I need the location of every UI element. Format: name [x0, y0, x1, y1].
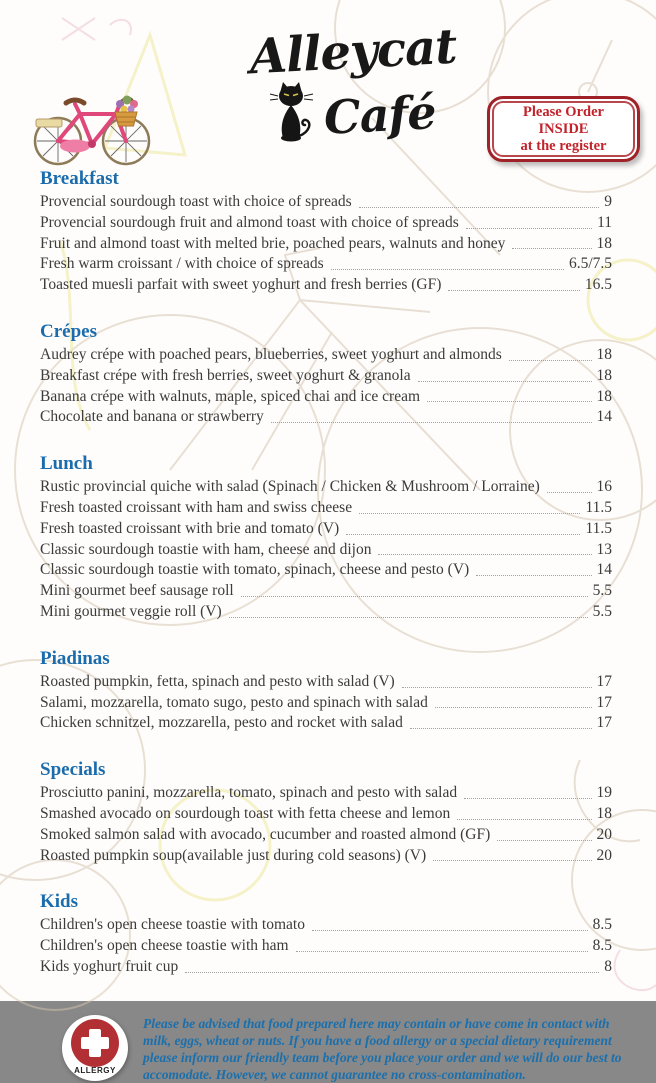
order-badge-line2: INSIDE [538, 120, 589, 137]
menu-item-row [40, 957, 612, 978]
menu-section [40, 321, 612, 428]
menu-item-name: Classic sourdough toastie with ham, cheese and dijon [40, 540, 372, 558]
dotted-leader [312, 930, 588, 931]
dotted-leader [346, 534, 580, 535]
menu-item-price: 18 [596, 366, 612, 384]
black-cat-icon [270, 80, 314, 142]
dotted-leader [466, 228, 592, 229]
dotted-leader [410, 728, 592, 729]
menu-item-price: 11.5 [585, 519, 612, 537]
chain-guard [60, 140, 90, 153]
menu-item-price: 6.5/7.5 [568, 255, 612, 273]
menu-item-name: Fresh toasted croissant with ham and swiss cheese [40, 498, 353, 516]
dotted-leader [271, 422, 592, 423]
menu-item-row [40, 783, 612, 804]
menu-item-name: Roasted pumpkin soup(available just during cold seasons) (V) [40, 846, 427, 864]
menu-item-name: Roasted pumpkin, fetta, spinach and pesto with salad (V) [40, 672, 395, 690]
menu-item-price: 17 [596, 693, 612, 711]
dotted-leader [547, 492, 592, 493]
menu-item-name: Fresh warm croissant / with choice of spreads [40, 255, 324, 273]
menu-item-name: Fruit and almond toast with melted brie, poached pears, walnuts and honey [40, 234, 506, 252]
menu-item-name: Kids yoghurt fruit cup [40, 957, 179, 975]
menu-item-price: 17 [596, 672, 612, 690]
menu-item-row [40, 192, 612, 213]
allergy-cross-icon [71, 1019, 119, 1067]
menu-item-row [40, 713, 612, 734]
menu-item-row [40, 254, 612, 275]
menu-item-row [40, 519, 612, 540]
menu-item-name: Banana crépe with walnuts, maple, spiced chai and ice cream [40, 387, 421, 405]
menu-item-row [40, 672, 612, 693]
menu-item-price: 5.5 [592, 582, 612, 600]
menu-item-price: 11 [597, 213, 612, 231]
section-title: Specials [40, 759, 106, 781]
dotted-leader [296, 951, 588, 952]
menu-item-price: 20 [596, 825, 612, 843]
rear-rack [36, 119, 62, 127]
menu-item-row [40, 693, 612, 714]
menu-sections [0, 168, 656, 978]
menu-item-name: Mini gourmet veggie roll (V) [40, 602, 222, 620]
menu-item-name: Fresh toasted croissant with brie and tomato (V) [40, 519, 340, 537]
menu-item-price: 13 [596, 540, 612, 558]
menu-item-name: Children's open cheese toastie with tomato [40, 916, 305, 934]
menu-item-row [40, 936, 612, 957]
footer [0, 1003, 656, 1083]
dotted-leader [435, 707, 592, 708]
menu-item-row [40, 804, 612, 825]
menu-item-row [40, 581, 612, 602]
logo [208, 18, 498, 145]
menu-item-row [40, 213, 612, 234]
menu-item-name: Salami, mozzarella, tomato sugo, pesto and spinach with salad [40, 693, 428, 711]
menu-item-name: Chocolate and banana or strawberry [40, 408, 264, 426]
dotted-leader [185, 972, 599, 973]
dotted-leader [509, 360, 592, 361]
menu-item-row [40, 366, 612, 387]
logo-text-alleycat: Alleycat [248, 18, 458, 86]
menu-item-price: 8.5 [592, 916, 612, 934]
menu-item-price: 14 [596, 408, 612, 426]
menu-item-name: Prosciutto panini, mozzarella, tomato, spinach and pesto with salad [40, 784, 458, 802]
logo-text-cafe: Café [322, 85, 438, 145]
dotted-leader [427, 401, 591, 402]
bicycle-image [28, 84, 156, 169]
menu-item-name: Children's open cheese toastie with ham [40, 937, 289, 955]
dotted-leader [464, 798, 591, 799]
section-title: Kids [40, 891, 79, 913]
menu-item-name: Provencial sourdough toast with choice of spreads [40, 193, 352, 210]
menu-item-name: Breakfast crépe with fresh berries, sweet yoghurt & granola [40, 366, 411, 384]
order-badge-line3: at the register [520, 137, 607, 154]
dotted-leader [497, 840, 591, 841]
menu-item-row [40, 540, 612, 561]
dotted-leader [331, 269, 564, 270]
menu-section [40, 168, 612, 296]
menu-item-price: 14 [596, 561, 612, 579]
menu-section [40, 759, 612, 866]
menu-item-row [40, 387, 612, 408]
dotted-leader [448, 290, 580, 291]
menu-item-price: 16.5 [584, 276, 612, 294]
dotted-leader [359, 207, 600, 208]
section-title: Lunch [40, 453, 93, 475]
menu-item-row [40, 560, 612, 581]
menu-item-row [40, 498, 612, 519]
dotted-leader [241, 596, 588, 597]
menu-item-price: 16 [596, 478, 612, 496]
menu-item-price: 18 [596, 804, 612, 822]
allergy-icon [62, 1015, 128, 1081]
menu-item-name: Provencial sourdough fruit and almond toast with choice of spreads [40, 213, 459, 231]
menu-item-price: 11.5 [585, 498, 612, 516]
menu-item-name: Audrey crépe with poached pears, blueberries, sweet yoghurt and almonds [40, 345, 502, 363]
section-items [40, 915, 612, 977]
section-title: Piadinas [40, 647, 110, 669]
menu-item-price: 19 [596, 784, 612, 802]
menu-item-price: 5.5 [592, 602, 612, 620]
menu-item-name: Rustic provincial quiche with salad (Spinach / Chicken & Mushroom / Lorraine) [40, 478, 540, 496]
menu-item-price: 8.5 [592, 937, 612, 955]
dotted-leader [418, 381, 592, 382]
menu-item-row [40, 275, 612, 296]
dotted-leader [476, 575, 591, 576]
menu-section [40, 891, 612, 977]
dotted-leader [402, 687, 592, 688]
menu-item-price: 9 [604, 193, 612, 210]
menu-item-price: 20 [596, 846, 612, 864]
section-items [40, 192, 612, 296]
menu-item-price: 18 [596, 387, 612, 405]
section-title: Breakfast [40, 168, 119, 189]
section-items [40, 672, 612, 734]
order-inside-badge [487, 96, 640, 162]
menu-item-row [40, 825, 612, 846]
allergy-notice: Please be advised that food prepared here may contain or have come in contact with milk, eggs, wheat or nuts. If you have a food allergy or a special dietary requirement please inform our friendly team before you place your order and we will do our best to accomodate. However, we cannot guarantee no cross-contamination. [143, 1015, 622, 1082]
menu-item-row [40, 602, 612, 623]
section-title: Crépes [40, 320, 97, 342]
menu-item-row [40, 234, 612, 255]
menu-item-price: 17 [596, 714, 612, 732]
order-badge-line1: Please Order [523, 103, 604, 120]
dotted-leader [433, 860, 591, 861]
section-items [40, 345, 612, 428]
menu-item-name: Toasted muesli parfait with sweet yoghurt and fresh berries (GF) [40, 276, 442, 294]
dotted-leader [457, 819, 591, 820]
menu-item-name: Smashed avocado on sourdough toast with fetta cheese and lemon [40, 804, 451, 822]
menu-item-row [40, 477, 612, 498]
dotted-leader [512, 248, 591, 249]
header [0, 0, 656, 168]
menu-item-name: Classic sourdough toastie with tomato, spinach, cheese and pesto (V) [40, 561, 470, 579]
menu-item-row [40, 846, 612, 867]
menu-item-price: 18 [596, 234, 612, 252]
menu-section [40, 648, 612, 734]
menu-item-row [40, 407, 612, 428]
dotted-leader [359, 513, 580, 514]
menu-item-name: Chicken schnitzel, mozzarella, pesto and rocket with salad [40, 714, 403, 732]
menu-item-price: 18 [596, 345, 612, 363]
dotted-leader [229, 617, 588, 618]
dotted-leader [378, 554, 591, 555]
menu-section [40, 453, 612, 623]
menu-item-name: Smoked salmon salad with avocado, cucumber and roasted almond (GF) [40, 825, 491, 843]
section-items [40, 477, 612, 623]
menu-item-price: 8 [604, 957, 612, 975]
allergy-label: ALLERGY [74, 1065, 116, 1075]
menu-item-row [40, 915, 612, 936]
menu-item-row [40, 345, 612, 366]
menu-item-name: Mini gourmet beef sausage roll [40, 582, 234, 600]
section-items [40, 783, 612, 866]
